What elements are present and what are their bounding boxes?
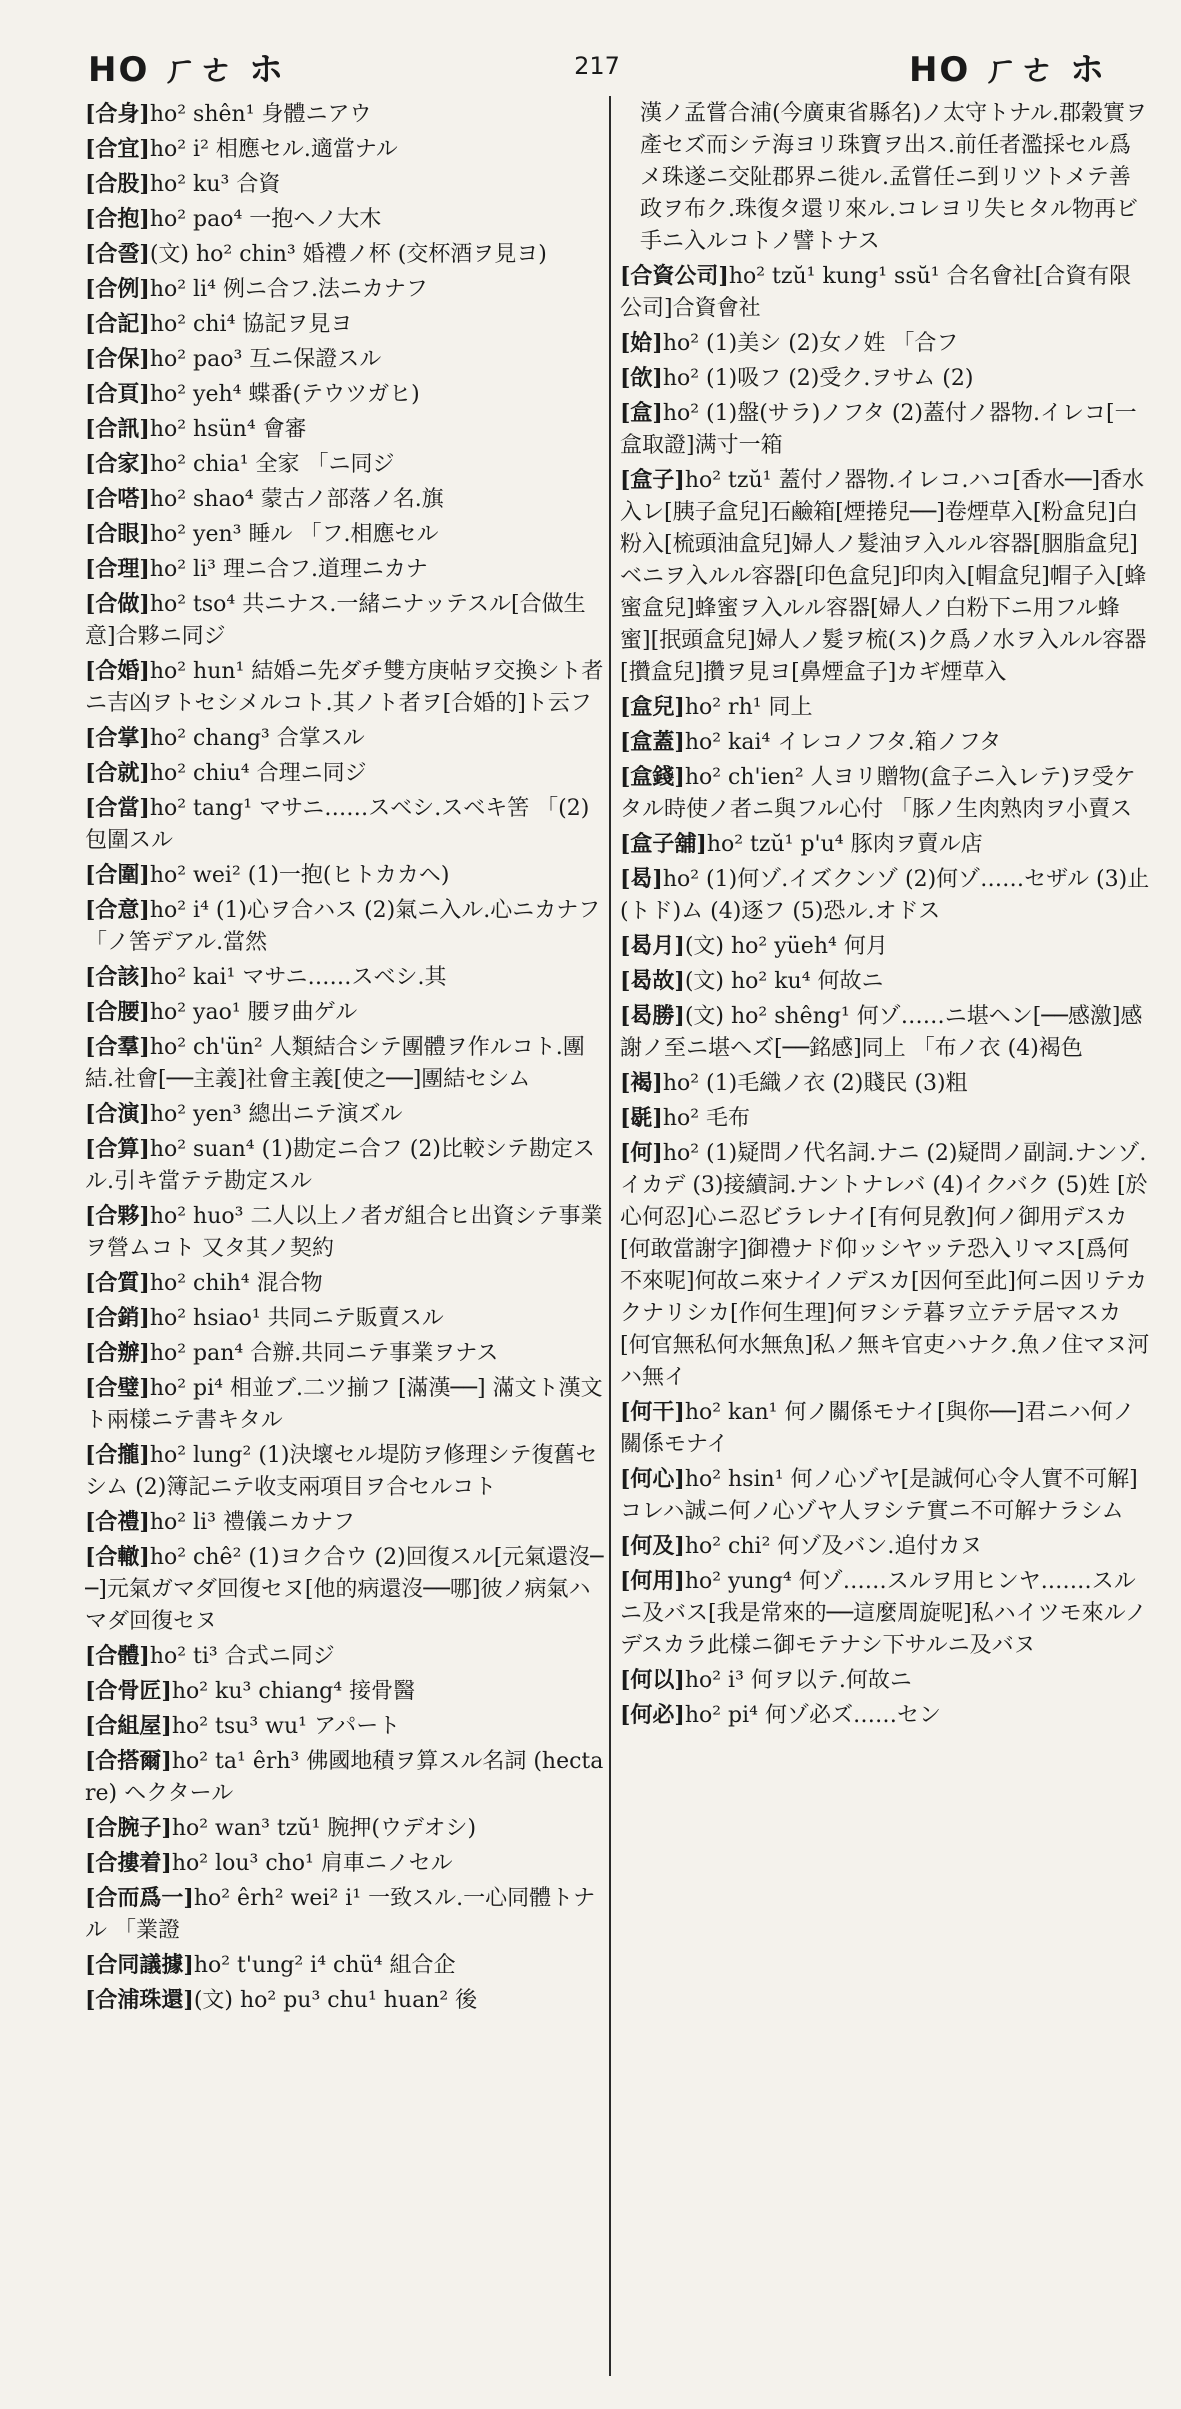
dictionary-entry (85, 1812, 605, 1845)
column-divider (609, 96, 611, 2376)
entry-headword: [合質] (85, 1270, 150, 1296)
dictionary-entry (620, 965, 1150, 998)
entry-headword: [何必] (620, 1702, 685, 1728)
dictionary-entry (85, 792, 605, 857)
entry-headword: [何用] (620, 1568, 685, 1594)
dictionary-entry (85, 483, 605, 516)
entry-headword: [合就] (85, 760, 150, 786)
entry-definition: ho² chia¹ 全家 「ニ同ジ (149, 452, 395, 477)
entry-definition: ho² tso⁴ 共ニナス.一緒ニナッテスル[合做生意]合夥ニ同ジ (85, 592, 586, 649)
page-header (88, 42, 1106, 90)
entry-headword: [合骨匠] (85, 1678, 172, 1704)
entry-definition: ho² (1)何ゾ.イズクンゾ (2)何ゾ……セザル (3)止(トド)ム (4)逐フ (5)恐ル.オドス (620, 867, 1150, 924)
entry-definition: ho² (1)疑問ノ代名詞.ナニ (2)疑問ノ副詞.ナンゾ.イカデ (3)接續詞.ナントナレバ (4)イクバク (5)姓 [於心何忍]心ニ忍ビラレナイ[有何見敎]何ノ御用デスカ[何敢當謝字]御禮ナド仰ッシヤッテ恐入リマス[爲何不來呢]何故ニ來ナイノデスカ[因何至此]何ニ因リテカクナリシカ[作何生理]何ヲシテ暮ヲ立テテ居マスカ[何官無私何水無魚]私ノ無キ官吏ハナク.魚ノ住マヌ河ハ無イ (620, 1141, 1150, 1390)
dictionary-entry (620, 1137, 1150, 1394)
entry-definition: ho² (1)吸フ (2)受ク.ヲサム (2) (662, 366, 974, 391)
entry-headword: [合保] (85, 346, 150, 372)
entry-definition: ho² pi⁴ 相並ブ.二ツ揃フ [滿漢──] 滿文ト漢文ト兩樣ニテ書キタル (85, 1376, 603, 1433)
dictionary-entry (620, 1067, 1150, 1100)
dictionary-entry (620, 726, 1150, 759)
dictionary-entry (85, 1882, 605, 1947)
dictionary-entry (85, 1133, 605, 1198)
entry-headword: [合抱] (85, 206, 150, 232)
entry-headword: [合家] (85, 451, 150, 477)
dictionary-entry (85, 1710, 605, 1743)
dictionary-entry (620, 1463, 1150, 1528)
dictionary-entry (85, 518, 605, 551)
entry-headword: [合羣] (85, 1034, 150, 1060)
entry-headword: [何心] (620, 1466, 685, 1492)
dictionary-entry (85, 859, 605, 892)
dictionary-entry (620, 1102, 1150, 1135)
dictionary-entry (85, 1372, 605, 1437)
entry-definition: ho² t'ung² i⁴ chü⁴ 組合企 (193, 1953, 456, 1978)
entry-headword: [姶] (620, 330, 663, 356)
entry-definition: ho² hun¹ 結婚ニ先ダチ雙方庚帖ヲ交換シト者ニ吉凶ヲトセシメルコト.其ノト者ヲ[合婚的]ト云フ (85, 659, 604, 716)
entry-definition: ho² lung² (1)決壞セル堤防ヲ修理シテ復舊セシム (2)簿記ニテ收支兩項目ヲ合セルコト (85, 1443, 598, 1500)
dictionary-entry (85, 1098, 605, 1131)
entry-definition: ho² chang³ 合掌スル (149, 726, 365, 751)
entry-definition: ho² li³ 禮儀ニカナフ (149, 1510, 355, 1535)
entry-headword: [盒子] (620, 467, 685, 493)
entry-headword: [合浦珠還] (85, 1987, 194, 2013)
entry-headword: [合圍] (85, 862, 150, 888)
entry-headword: [合組屋] (85, 1713, 172, 1739)
dictionary-entry (85, 1745, 605, 1810)
entry-definition: ho² yen³ 總出ニテ演ズル (149, 1102, 403, 1127)
dictionary-entry (85, 343, 605, 376)
dictionary-entry (620, 1699, 1150, 1732)
entry-headword: [合算] (85, 1136, 150, 1162)
entry-definition: ho² yung⁴ 何ゾ……スルヲ用ヒンヤ.……スルニ及バス[我是常來的──這麼周旋呢]私ハイツモ來ルノデスカラ此樣ニ御モテナシ下サルニ及バヌ (620, 1569, 1147, 1658)
dictionary-entry (85, 1200, 605, 1265)
dictionary-entry (85, 1675, 605, 1708)
entry-headword: [曷故] (620, 968, 685, 994)
entry-headword: [合演] (85, 1101, 150, 1127)
entry-headword: [合宜] (85, 136, 150, 162)
entry-definition: ho² lou³ cho¹ 肩車ニノセル (171, 1851, 453, 1876)
entry-headword: [合眼] (85, 521, 150, 547)
dictionary-entry (85, 1640, 605, 1673)
entry-headword: [毼] (620, 1105, 663, 1131)
dictionary-entry (620, 863, 1150, 928)
entry-definition: ho² hsün⁴ 會審 (149, 417, 307, 442)
entry-definition: ho² pao⁴ 一抱ヘノ大木 (149, 207, 382, 232)
entry-headword: [盒兒] (620, 694, 685, 720)
dictionary-entry (620, 1396, 1150, 1461)
entry-definition: ho² huo³ 二人以上ノ者ガ組合ヒ出資シテ事業ヲ營ムコト 又タ其ノ契約 (85, 1204, 603, 1261)
dictionary-entry (620, 362, 1150, 395)
entry-definition: ho² yen³ 睡ル 「フ.相應セル (149, 522, 439, 547)
entry-headword: [曷] (620, 866, 663, 892)
entry-definition: ho² shên¹ 身體ニアウ (149, 102, 372, 127)
entry-definition: (文) ho² pu³ chu¹ huan² 後 (193, 1988, 478, 2013)
entry-headword: [何干] (620, 1399, 685, 1425)
entry-headword: [褐] (620, 1070, 663, 1096)
entry-headword: [合腰] (85, 999, 150, 1025)
dictionary-entry (85, 1949, 605, 1982)
entry-headword: [盒蓋] (620, 729, 685, 755)
entry-definition: ho² tzŭ¹ p'u⁴ 豚肉ヲ賣ル店 (706, 832, 983, 857)
dictionary-entry (85, 238, 605, 271)
entry-definition: ho² (1)盤(サラ)ノフタ (2)蓋付ノ器物.イレコ[一盒取證]满寸一箱 (620, 401, 1137, 458)
entry-definition: ho² ch'ien² 人ヨリ贈物(盒子ニ入レテ)ヲ受ケタル時使ノ者ニ與フル心付 「豚ノ生肉熟肉ヲ小賣ス (620, 765, 1136, 822)
dictionary-entry (85, 588, 605, 653)
entry-headword: [合身] (85, 101, 150, 127)
entry-headword: [合掌] (85, 725, 150, 751)
entry-definition: ho² tang¹ マサニ……スベシ.スベキ筈 「(2)包圍スル (85, 796, 590, 853)
left-column (85, 98, 605, 2369)
entry-definition: ho² pan⁴ 合辦.共同ニテ事業ヲナス (149, 1341, 499, 1366)
dictionary-entry (620, 691, 1150, 724)
dictionary-entry (620, 1565, 1150, 1662)
dictionary-entry (85, 1984, 605, 2017)
entry-definition: (文) ho² shêng¹ 何ゾ……ニ堪ヘン[──感激]感謝ノ至ニ堪ヘズ[──銘感]同上 「布ノ衣 (4)褐色 (620, 1004, 1143, 1061)
entry-headword: [合銷] (85, 1305, 150, 1331)
dictionary-entry (85, 1337, 605, 1370)
entry-headword: [合而爲一] (85, 1885, 194, 1911)
entry-definition: ho² (1)毛織ノ衣 (2)賤民 (3)粗 (662, 1071, 968, 1096)
entry-headword: [合璧] (85, 1375, 150, 1401)
dictionary-entry (620, 260, 1150, 325)
entry-definition: ho² wei² (1)一抱(ヒトカカヘ) (149, 863, 450, 888)
entry-definition: 漢ノ孟嘗合浦(今廣東省縣名)ノ太守トナル.郡穀實ヲ產セズ而シテ海ヨリ珠寶ヲ出ス.前任者濫採セル爲メ珠遂ニ交阯郡界ニ徙ル.孟嘗任ニ到リツトメテ善政ヲ布ク.珠復タ還リ來ル.コレヨリ失ヒタル物再ビ手ニ入ルコトノ譬トナス (640, 101, 1148, 254)
entry-definition: ho² li⁴ 例ニ合フ.法ニカナフ (149, 277, 428, 302)
entry-headword: [合摟着] (85, 1850, 172, 1876)
entry-headword: [合體] (85, 1643, 150, 1669)
entry-headword: [欱] (620, 365, 663, 391)
entry-definition: ho² ch'ün² 人類結合シテ團體ヲ作ルコト.團結.社會[──主義]社會主義[使之──]團結セシム (85, 1035, 585, 1092)
entry-headword: [合巹] (85, 241, 150, 267)
entry-definition: ho² chih⁴ 混合物 (149, 1271, 323, 1296)
entry-definition: ho² yeh⁴ 蝶番(テウツガヒ) (149, 382, 420, 407)
entry-headword: [合訊] (85, 416, 150, 442)
dictionary-entry (85, 655, 605, 720)
dictionary-entry (85, 308, 605, 341)
dictionary-entry (85, 1541, 605, 1638)
entry-headword: [合頁] (85, 381, 150, 407)
entry-headword: [合同議據] (85, 1952, 194, 1978)
dictionary-entry (85, 1302, 605, 1335)
entry-definition: ho² rh¹ 同上 (684, 695, 813, 720)
entry-headword: [合夥] (85, 1203, 150, 1229)
entry-definition: ho² wan³ tzŭ¹ 腕押(ウデオシ) (171, 1816, 477, 1841)
dictionary-entry (85, 378, 605, 411)
entry-definition: ho² 毛布 (662, 1106, 751, 1131)
entry-headword: [合記] (85, 311, 150, 337)
entry-headword: [曷月] (620, 933, 685, 959)
entry-headword: [盒子舖] (620, 831, 707, 857)
dictionary-entry (85, 413, 605, 446)
entry-definition: ho² pi⁴ 何ゾ必ズ……セン (684, 1703, 941, 1728)
entry-definition: ho² tsu³ wu¹ アパート (171, 1714, 401, 1739)
dictionary-entry (85, 133, 605, 166)
entry-definition: (文) ho² ku⁴ 何故ニ (684, 969, 884, 994)
entry-headword: [合腕子] (85, 1815, 172, 1841)
entry-definition: ho² i⁴ (1)心ヲ合ハス (2)氣ニ入ル.心ニカナフ 「ノ筈デアル.當然 (85, 898, 601, 955)
dictionary-entry (85, 1439, 605, 1504)
entry-definition: ho² pao³ 互ニ保證スル (149, 347, 382, 372)
dictionary-entry (620, 828, 1150, 861)
entry-headword: [合婚] (85, 658, 150, 684)
entry-headword: [合辦] (85, 1340, 150, 1366)
entry-definition: ho² hsin¹ 何ノ心ゾヤ[是誠何心令人實不可解]コレハ誠ニ何ノ心ゾヤ人ヲシテ實ニ不可解ナラシム (620, 1467, 1138, 1524)
entry-headword: [何] (620, 1140, 663, 1166)
entry-headword: [何及] (620, 1533, 685, 1559)
header-left-index: HO ㄏㄜ ホ (88, 49, 286, 90)
header-right-index: HO ㄏㄜ ホ (908, 49, 1106, 90)
entry-definition: ho² yao¹ 腰ヲ曲ゲル (149, 1000, 358, 1025)
dictionary-entry (85, 168, 605, 201)
dictionary-entry (620, 327, 1150, 360)
entry-definition: ho² suan⁴ (1)勘定ニ合フ (2)比較シテ勘定スル.引キ當テテ勘定スル (85, 1137, 595, 1194)
entry-headword: [合資公司] (620, 263, 729, 289)
dictionary-entry (620, 397, 1150, 462)
entry-definition: ho² chê² (1)ヨク合ウ (2)回復スル[元氣還沒──]元氣ガマダ回復セヌ[他的病還沒──哪]彼ノ病氣ハマダ回復セヌ (85, 1545, 604, 1634)
entry-definition: ho² kai⁴ イレコノフタ.箱ノフタ (684, 730, 1002, 755)
entry-headword: [合轍] (85, 1544, 150, 1570)
entry-definition: ho² tzŭ¹ kung¹ ssŭ¹ 合名會社[合資有限公司]合資會社 (620, 264, 1132, 321)
entry-headword: [合嗒] (85, 486, 150, 512)
entry-definition: ho² ku³ chiang⁴ 接骨醫 (171, 1679, 416, 1704)
entry-headword: [曷勝] (620, 1003, 685, 1029)
dictionary-entry (620, 464, 1150, 689)
dictionary-entry (620, 1000, 1150, 1065)
entry-definition: ho² i² 相應セル.適當ナル (149, 137, 398, 162)
dictionary-entry (85, 722, 605, 755)
dictionary-entry (85, 448, 605, 481)
dictionary-entry (85, 1506, 605, 1539)
entry-definition: ho² kai¹ マサニ……スベシ.其 (149, 965, 447, 990)
dictionary-entry (85, 961, 605, 994)
entry-definition: ho² hsiao¹ 共同ニテ販賣スル (149, 1306, 444, 1331)
entry-definition: ho² chiu⁴ 合理ニ同ジ (149, 761, 367, 786)
dictionary-entry (620, 1530, 1150, 1563)
entry-headword: [合股] (85, 171, 150, 197)
entry-headword: [盒錢] (620, 764, 685, 790)
entry-headword: [合做] (85, 591, 150, 617)
entry-headword: [盒] (620, 400, 663, 426)
dictionary-entry (620, 761, 1150, 826)
dictionary-entry (620, 1664, 1150, 1697)
entry-definition: ho² shao⁴ 蒙古ノ部落ノ名.旗 (149, 487, 444, 512)
dictionary-entry (85, 1267, 605, 1300)
entry-definition: ho² ta¹ êrh³ 佛國地積ヲ算スル名詞 (hectare) ヘクタール (85, 1749, 604, 1806)
entry-definition: ho² chi² 何ゾ及バン.追付カヌ (684, 1534, 983, 1559)
entry-headword: [合攏] (85, 1442, 150, 1468)
entry-definition: ho² chi⁴ 協記ヲ見ヨ (149, 312, 353, 337)
dictionary-entry (620, 98, 1150, 258)
entry-definition: ho² tzŭ¹ 蓋付ノ器物.イレコ.ハコ[香水──]香水入レ[胰子盒兒]石鹼箱[煙捲兒──]卷煙草入[粉盒兒]白粉入[梳頭油盒兒]婦人ノ髮油ヲ入ルル容器[胭脂盒兒]ベニヲ入ルル容器[印色盒兒]印肉入[帽盒兒]帽子入[蜂蜜盒兒]蜂蜜ヲ入ルル容器[婦人ノ白粉下ニ用フル蜂蜜][抿頭盒兒]婦人ノ髮ヲ梳(ス)ク爲ノ水ヲ入ルル容器[攢盒兒]攢ヲ見ヨ[鼻煙盒子]カギ煙草入 (620, 468, 1147, 685)
entry-headword: [何以] (620, 1667, 685, 1693)
entry-definition: ho² i³ 何ヲ以テ.何故ニ (684, 1668, 912, 1693)
dictionary-entry (85, 894, 605, 959)
page-number: 217 (574, 52, 620, 80)
entry-definition: ho² (1)美シ (2)女ノ姓 「合フ (662, 331, 959, 356)
entry-headword: [合該] (85, 964, 150, 990)
right-column (620, 98, 1150, 2369)
dictionary-entry (85, 553, 605, 586)
entry-definition: ho² kan¹ 何ノ關係モナイ[與你──]君ニハ何ノ關係モナイ (620, 1400, 1135, 1457)
entry-definition: ho² li³ 理ニ合フ.道理ニカナ (149, 557, 428, 582)
entry-headword: [合意] (85, 897, 150, 923)
dictionary-entry (85, 1847, 605, 1880)
entry-headword: [合當] (85, 795, 150, 821)
dictionary-entry (85, 273, 605, 306)
dictionary-entry (85, 98, 605, 131)
entry-definition: ho² êrh² wei² i¹ 一致スル.一心同體トナル 「業證 (85, 1886, 596, 1943)
dictionary-entry (85, 203, 605, 236)
entry-headword: [合例] (85, 276, 150, 302)
dictionary-entry (85, 1031, 605, 1096)
dictionary-entry (85, 996, 605, 1029)
entry-definition: ho² ti³ 合式ニ同ジ (149, 1644, 335, 1669)
entry-definition: (文) ho² yüeh⁴ 何月 (684, 934, 888, 959)
dictionary-entry (620, 930, 1150, 963)
entry-headword: [合搭爾] (85, 1748, 172, 1774)
dictionary-entry (85, 757, 605, 790)
entry-definition: (文) ho² chin³ 婚禮ノ杯 (交杯酒ヲ見ヨ) (149, 242, 547, 267)
entry-headword: [合禮] (85, 1509, 150, 1535)
entry-definition: ho² ku³ 合資 (149, 172, 281, 197)
entry-headword: [合理] (85, 556, 150, 582)
